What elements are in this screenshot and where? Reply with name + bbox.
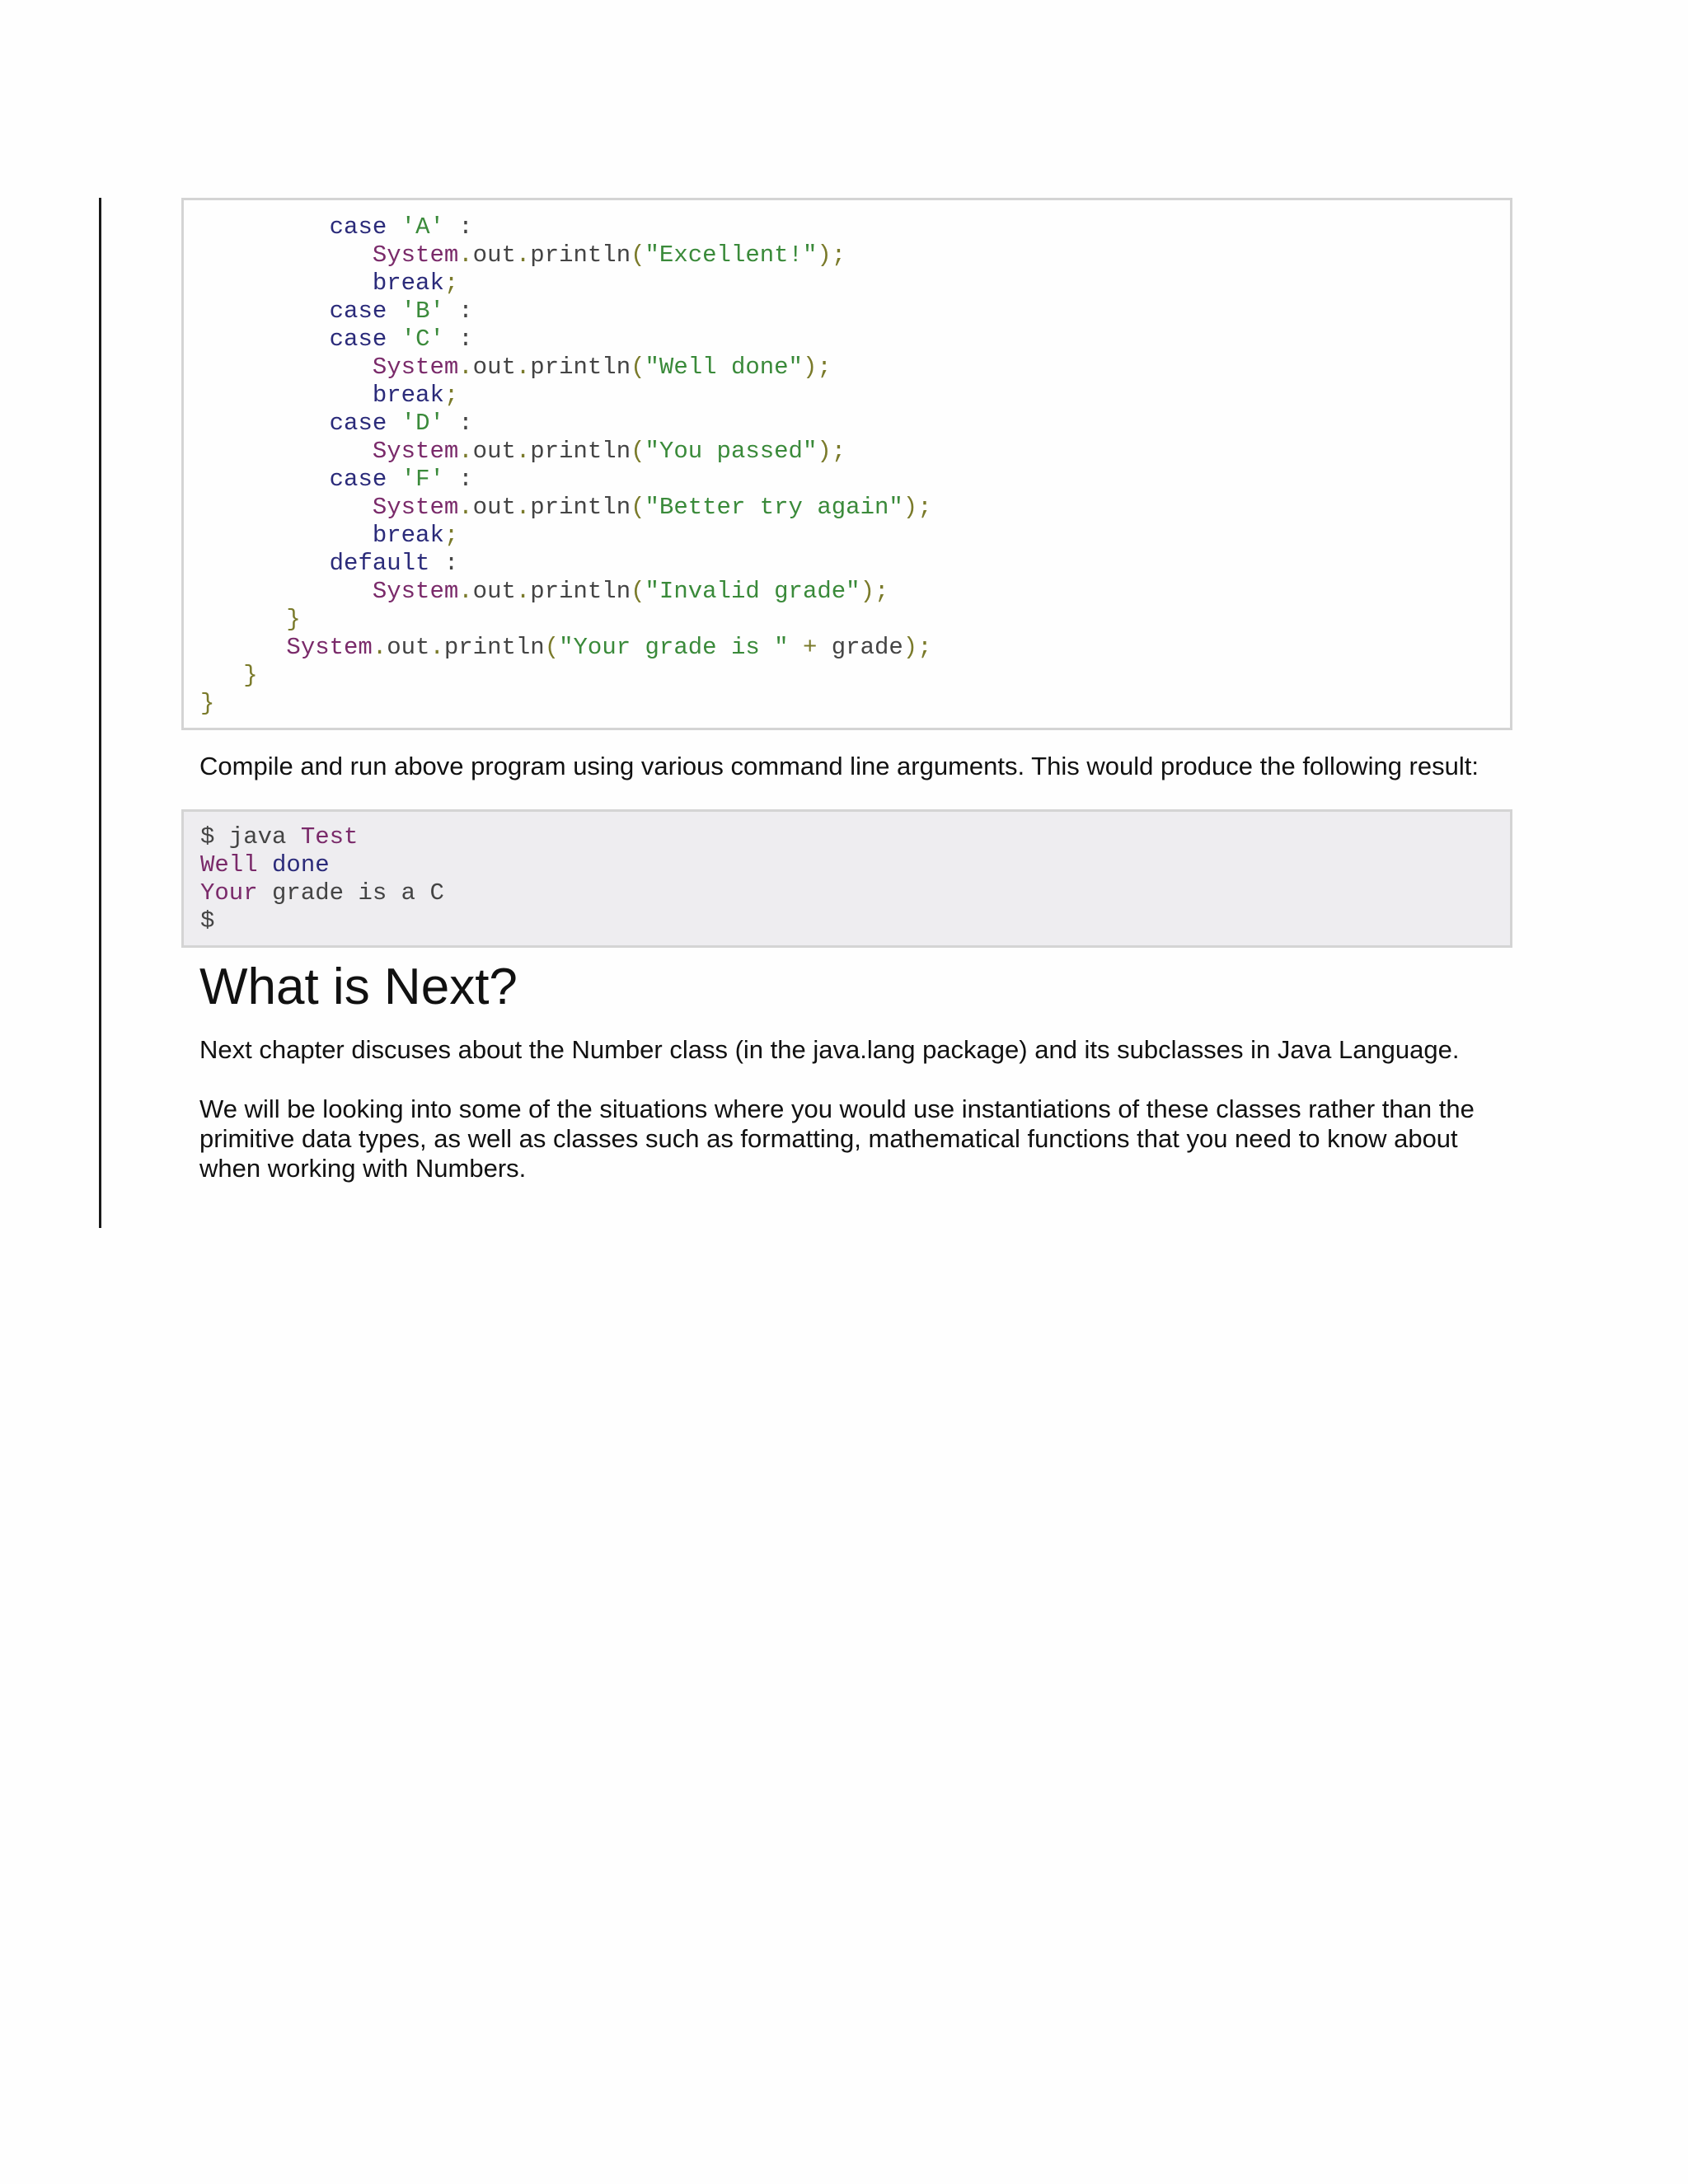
code-line bbox=[200, 494, 1493, 522]
code-line bbox=[200, 326, 1493, 354]
code-token: println bbox=[530, 578, 631, 605]
code-token: } bbox=[286, 606, 301, 633]
code-token: ( bbox=[544, 634, 560, 661]
code-token: println bbox=[530, 438, 631, 465]
output-token: Well bbox=[200, 851, 258, 879]
page-content bbox=[181, 198, 1512, 1183]
code-token: break bbox=[372, 269, 444, 297]
code-token bbox=[387, 326, 401, 353]
code-token: ; bbox=[443, 382, 459, 409]
code-token: . bbox=[458, 578, 473, 605]
code-line bbox=[200, 298, 1493, 326]
code-token: . bbox=[458, 354, 473, 381]
code-token: case bbox=[329, 213, 387, 241]
code-token: System bbox=[372, 354, 459, 381]
code-token: . bbox=[515, 241, 531, 269]
output-token: $ bbox=[200, 907, 215, 935]
code-token: ; bbox=[443, 269, 459, 297]
code-token: println bbox=[530, 494, 631, 521]
code-token: : bbox=[443, 298, 473, 325]
code-token: ); bbox=[860, 578, 889, 605]
code-token: "Invalid grade" bbox=[645, 578, 860, 605]
code-token: out bbox=[472, 241, 516, 269]
code-token: : bbox=[443, 326, 473, 353]
output-token bbox=[258, 851, 272, 879]
section-heading: What is Next? bbox=[199, 958, 518, 1015]
code-token bbox=[387, 298, 401, 325]
code-line bbox=[200, 410, 1493, 438]
code-token bbox=[200, 522, 373, 549]
code-token: System bbox=[372, 438, 459, 465]
code-token: break bbox=[372, 522, 444, 549]
intro-text: Compile and run above program using various command line arguments. This would produce the following result: bbox=[199, 752, 1479, 780]
code-token: System bbox=[372, 494, 459, 521]
code-token bbox=[200, 326, 330, 353]
output-token: done bbox=[272, 851, 330, 879]
code-token: : bbox=[443, 213, 473, 241]
code-token: System bbox=[286, 634, 373, 661]
code-token: 'B' bbox=[401, 298, 444, 325]
code-token: . bbox=[515, 494, 531, 521]
code-token: : bbox=[443, 466, 473, 493]
code-token bbox=[200, 634, 286, 661]
code-token: ( bbox=[631, 494, 645, 521]
code-token: println bbox=[530, 354, 631, 381]
output-line bbox=[200, 823, 1493, 851]
code-token: 'C' bbox=[401, 326, 444, 353]
code-line bbox=[200, 382, 1493, 410]
sidebar-rule bbox=[99, 198, 101, 1228]
code-line bbox=[200, 241, 1493, 269]
code-line bbox=[200, 606, 1493, 634]
code-token: println bbox=[530, 241, 631, 269]
code-token: ); bbox=[903, 634, 932, 661]
code-token: . bbox=[515, 354, 531, 381]
code-token: 'D' bbox=[401, 410, 444, 437]
code-line bbox=[200, 522, 1493, 550]
code-token bbox=[200, 354, 373, 381]
code-line bbox=[200, 690, 1493, 718]
code-token: out bbox=[472, 494, 516, 521]
code-token: . bbox=[515, 438, 531, 465]
code-token: 'F' bbox=[401, 466, 444, 493]
code-token: grade bbox=[831, 634, 903, 661]
code-token: case bbox=[329, 466, 387, 493]
code-token bbox=[200, 382, 373, 409]
output-block bbox=[181, 809, 1512, 948]
output-token: grade is a C bbox=[257, 879, 444, 907]
code-token: "Your grade is " bbox=[559, 634, 789, 661]
code-token: . bbox=[429, 634, 444, 661]
code-token: ); bbox=[817, 241, 846, 269]
code-token: case bbox=[329, 410, 387, 437]
code-token: ); bbox=[817, 438, 846, 465]
code-token: out bbox=[472, 354, 516, 381]
code-token: "Excellent!" bbox=[645, 241, 818, 269]
output-token: $ java bbox=[200, 823, 301, 851]
code-line bbox=[200, 662, 1493, 690]
code-token: . bbox=[458, 494, 473, 521]
code-line bbox=[200, 213, 1493, 241]
output-token: Test bbox=[300, 823, 359, 851]
output-token: Your bbox=[200, 879, 258, 907]
code-token bbox=[387, 213, 401, 241]
code-token bbox=[200, 213, 330, 241]
code-token bbox=[200, 241, 373, 269]
code-token: ); bbox=[802, 354, 832, 381]
code-line bbox=[200, 550, 1493, 578]
code-token: ); bbox=[903, 494, 932, 521]
code-token: default bbox=[329, 550, 430, 577]
code-token: } bbox=[243, 662, 258, 689]
code-token: "Better try again" bbox=[645, 494, 903, 521]
code-token bbox=[200, 494, 373, 521]
code-token: : bbox=[443, 410, 473, 437]
code-token: out bbox=[472, 438, 516, 465]
code-token: . bbox=[458, 241, 473, 269]
code-token bbox=[200, 578, 373, 605]
code-token: case bbox=[329, 298, 387, 325]
code-token: ( bbox=[631, 241, 645, 269]
code-token: 'A' bbox=[401, 213, 444, 241]
code-block bbox=[181, 198, 1512, 730]
code-token bbox=[200, 606, 286, 633]
code-token: break bbox=[372, 382, 444, 409]
code-token: System bbox=[372, 241, 459, 269]
code-token: + bbox=[788, 634, 832, 661]
code-token: : bbox=[429, 550, 459, 577]
code-token bbox=[200, 466, 330, 493]
code-line bbox=[200, 269, 1493, 298]
code-token: ( bbox=[631, 354, 645, 381]
output-line bbox=[200, 851, 1493, 879]
code-token: "Well done" bbox=[645, 354, 803, 381]
output-line bbox=[200, 907, 1493, 935]
code-line bbox=[200, 634, 1493, 662]
code-token bbox=[387, 466, 401, 493]
code-token: . bbox=[372, 634, 387, 661]
code-line bbox=[200, 354, 1493, 382]
code-line bbox=[200, 466, 1493, 494]
code-token bbox=[200, 438, 373, 465]
code-token: ( bbox=[631, 578, 645, 605]
code-token: . bbox=[515, 578, 531, 605]
code-line bbox=[200, 438, 1493, 466]
output-line bbox=[200, 879, 1493, 907]
code-token: "You passed" bbox=[645, 438, 818, 465]
code-token: System bbox=[372, 578, 459, 605]
code-token bbox=[200, 269, 373, 297]
code-token: } bbox=[200, 690, 215, 717]
code-token bbox=[200, 662, 243, 689]
code-token: . bbox=[458, 438, 473, 465]
code-token: ; bbox=[443, 522, 459, 549]
code-token bbox=[200, 550, 330, 577]
paragraph-1: Next chapter discuses about the Number class (in the java.lang package) and its subclasses in Java Language. bbox=[199, 1035, 1460, 1064]
code-token bbox=[200, 298, 330, 325]
code-token bbox=[387, 410, 401, 437]
code-token: out bbox=[387, 634, 430, 661]
code-token: ( bbox=[631, 438, 645, 465]
code-token: println bbox=[443, 634, 545, 661]
code-token: case bbox=[329, 326, 387, 353]
code-token bbox=[200, 410, 330, 437]
code-token: out bbox=[472, 578, 516, 605]
paragraph-2: We will be looking into some of the situations where you would use instantiations of these classes rather than the primitive data types, as well as classes such as formatting, mathematical functions that you need to know about when working with Numbers. bbox=[199, 1094, 1475, 1183]
code-line bbox=[200, 578, 1493, 606]
